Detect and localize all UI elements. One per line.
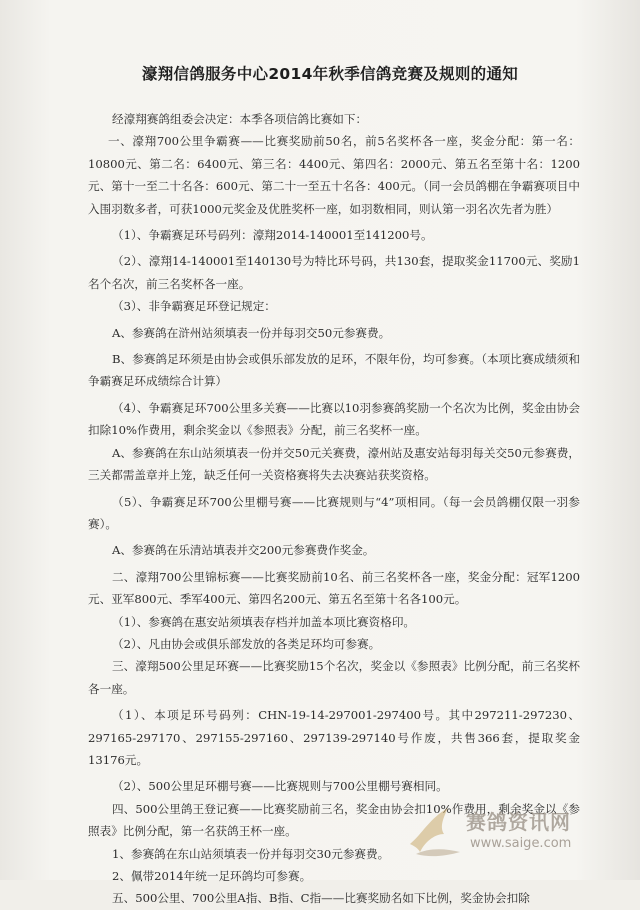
paragraph-item: B、参赛鸽足环须是由协会或俱乐部发放的足环，不限年份，均可参赛。（本项比赛成绩须和争霸赛足环成绩综合计算） [88,352,580,389]
paragraph-item: A、参赛鸽在东山站须填表一份并交50元关赛费，濠州站及惠安站每羽每关交50元参赛费，三关都需盖章并上笼，缺乏任何一关资格赛将失去决赛站获奖资格。 [88,445,580,483]
paragraph-item: （1）、争霸赛足环号码列：濠翔2014-140001至141200号。 [112,228,433,243]
paragraph-item: A、参赛鸽在浒州站须填表一份并每羽交50元参赛费。 [112,325,391,340]
paragraph-item: （5）、争霸赛足环700公里棚号赛——比赛规则与“4”项相同。（每一会员鸽棚仅限一羽参赛）。 [88,494,580,531]
paragraph-item: （2）、濠翔14-140001至140130号为特比环号码，共130套，提取奖金11700元、奖励1名个名次，前三名奖杯各一座。 [88,254,580,291]
paragraph-item: 2、佩带2014年统一足环鸽均可参赛。 [112,869,312,883]
paragraph-section-1: 一、濠翔700公里争霸赛——比赛奖励前50名，前5名奖杯各一座，奖金分配：第一名：10800元、第二名：6400元、第三名：4400元、第四名：2000元、第五名至第十名：1200元、第十一至二十名各：600元、第二十一至五十名各：400元。（同一会员鸽棚在争霸赛项目中入围羽数多者，可获1000元奖金及优胜奖杯一座，如羽数相同，则认第一羽名次先者为胜） [88,134,580,216]
paragraph-item: A、参赛鸽在乐清站填表并交200元参赛费作奖金。 [112,543,375,558]
paragraph-section-2: 二、濠翔700公里锦标赛——比赛奖励前10名、前三名奖杯各一座，奖金分配：冠军1200元、亚军800元、季军400元、第四名200元、第五名至第十名各100元。 [88,569,580,607]
bird-logo-icon [404,804,464,860]
paragraph-section-3: 三、濠翔500公里足环赛——比赛奖励15个名次，奖金以《参照表》比例分配，前三名奖杯各一座。 [88,659,580,696]
paragraph-item: 1、参赛鸽在东山站须填表一份并每羽交30元参赛费。 [112,846,390,861]
watermark-url: www.saige.com [470,836,572,851]
paragraph-section-5: 五、500公里、700公里A指、B指、C指——比赛奖励名如下比例，奖金协会扣除 [112,891,530,906]
paragraph-intro: 经濠翔赛鸽组委会决定：本季各项信鸽比赛如下： [112,112,368,126]
paragraph-item: （1）、本项足环号码列：CHN-19-14-297001-297400号。其中297211-297230、297165-297170、297155-297160、297139-297140号作废，共售366套，提取奖金13176元。 [88,708,580,767]
paragraph-item: （4）、争霸赛足环700公里多关赛——比赛以10羽参赛鸽奖励一个名次为比例，奖金由协会扣除10%作费用，剩余奖金以《参照表》分配，前三名奖杯一座。 [88,400,580,438]
document-body [88,108,580,910]
paragraph-item: （1）、参赛鸽在惠安站须填表存档并加盖本项比赛资格印。 [112,614,416,629]
site-watermark [404,802,624,866]
document-title: 濠翔信鸽服务中心2014年秋季信鸽竞赛及规则的通知 [141,65,519,83]
paragraph-item: （2）、500公里足环棚号赛——比赛规则与700公里棚号赛相同。 [112,779,448,794]
watermark-site-name: 赛鸽资讯网 [466,810,571,834]
paragraph-item: （2）、凡由协会或俱乐部发放的各类足环均可参赛。 [112,636,381,651]
paragraph-section-4: 四、500公里鸽王登记赛——比赛奖励前三名，奖金由协会扣10%作费用，剩余奖金以《参照表》比例分配，第一名获鸽王杯一座。 [88,801,580,839]
paragraph-item: （3）、非争霸赛足环登记规定： [112,299,276,314]
